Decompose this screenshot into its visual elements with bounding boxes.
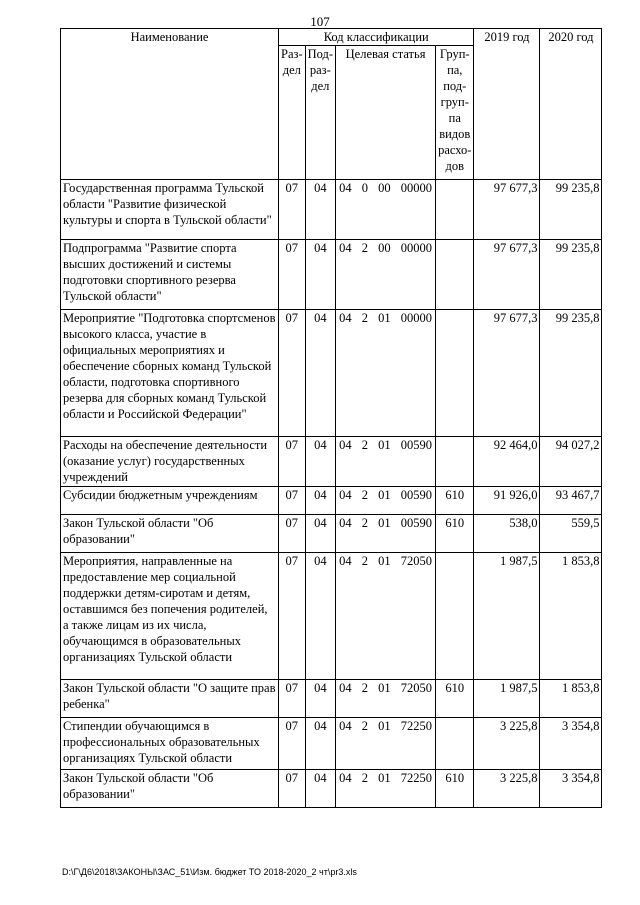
statya-part-s2: 2	[361, 241, 368, 255]
row-statya	[336, 515, 436, 553]
row-2019: 97 677,3	[474, 180, 540, 240]
statya-part-s2: 2	[361, 771, 368, 785]
header-razdel: Раз-дел	[279, 46, 306, 180]
row-vid: 610	[436, 487, 474, 515]
row-statya	[336, 437, 436, 487]
row-razdel: 07	[279, 718, 306, 770]
row-name: Расходы на обеспечение деятельности (оказание услуг) государственных учреждений	[61, 437, 279, 487]
row-razdel: 07	[279, 487, 306, 515]
row-name: Мероприятия, направленные на предоставление мер социальной поддержки детям-сиротам и детям, оставшимся без попечения родителей, а также лицам из их числа, обучающимся в образовательных организациях Тульской области	[61, 553, 279, 680]
page-number: 107	[310, 14, 330, 29]
statya-part-s4: 72050	[400, 554, 433, 568]
row-podrazdel: 04	[305, 680, 335, 718]
row-2019: 1 987,5	[474, 553, 540, 680]
row-vid	[436, 240, 474, 310]
statya-part-s1: 04	[339, 516, 352, 530]
statya-part-s1: 04	[339, 488, 352, 502]
row-razdel: 07	[279, 515, 306, 553]
table-row	[61, 437, 602, 487]
statya-part-s3: 00	[378, 241, 391, 255]
statya-parts	[338, 515, 433, 531]
row-vid: 610	[436, 680, 474, 718]
row-razdel: 07	[279, 680, 306, 718]
statya-parts	[338, 770, 433, 786]
row-podrazdel: 04	[305, 718, 335, 770]
row-podrazdel: 04	[305, 180, 335, 240]
row-vid	[436, 180, 474, 240]
header-year-2019: 2019 год	[474, 29, 540, 180]
statya-part-s2: 2	[361, 311, 368, 325]
statya-part-s1: 04	[339, 241, 352, 255]
statya-part-s3: 01	[378, 681, 391, 695]
row-razdel: 07	[279, 240, 306, 310]
statya-part-s3: 00	[378, 181, 391, 195]
row-2020: 3 354,8	[540, 718, 602, 770]
row-vid: 610	[436, 770, 474, 808]
row-2020: 99 235,8	[540, 240, 602, 310]
statya-part-s3: 01	[378, 488, 391, 502]
row-statya	[336, 240, 436, 310]
row-2020: 1 853,8	[540, 680, 602, 718]
statya-part-s2: 2	[361, 488, 368, 502]
statya-part-s1: 04	[339, 681, 352, 695]
row-name: Закон Тульской области "Об образовании"	[61, 515, 279, 553]
statya-part-s3: 01	[378, 311, 391, 325]
table-row	[61, 680, 602, 718]
statya-parts	[338, 437, 433, 453]
row-2019: 538,0	[474, 515, 540, 553]
row-podrazdel: 04	[305, 770, 335, 808]
row-2020: 3 354,8	[540, 770, 602, 808]
statya-part-s1: 04	[339, 181, 352, 195]
row-name: Мероприятие "Подготовка спортсменов высокого класса, участие в официальных мероприятиях и обеспечение сборных команд Тульской области, подготовка спортивного резерва для сборных команд Тульской области и Российской Федерации"	[61, 310, 279, 437]
header-name: Наименование	[61, 29, 279, 180]
table-row	[61, 553, 602, 680]
row-statya	[336, 718, 436, 770]
row-vid	[436, 553, 474, 680]
row-statya	[336, 310, 436, 437]
header-vid: Груп-па, под-груп-па видов расхо-дов	[436, 46, 474, 180]
budget-table	[60, 28, 602, 808]
table-row	[61, 180, 602, 240]
row-statya	[336, 487, 436, 515]
row-name: Государственная программа Тульской области "Развитие физической культуры и спорта в Тульской области"	[61, 180, 279, 240]
row-podrazdel: 04	[305, 487, 335, 515]
row-2019: 97 677,3	[474, 310, 540, 437]
statya-part-s1: 04	[339, 438, 352, 452]
statya-part-s2: 2	[361, 681, 368, 695]
statya-part-s3: 01	[378, 719, 391, 733]
row-razdel: 07	[279, 310, 306, 437]
table-row	[61, 487, 602, 515]
row-2020: 559,5	[540, 515, 602, 553]
statya-parts	[338, 180, 433, 196]
row-name: Подпрограмма "Развитие спорта высших достижений и системы подготовки спортивного резерва Тульской области"	[61, 240, 279, 310]
row-podrazdel: 04	[305, 553, 335, 680]
row-2019: 3 225,8	[474, 770, 540, 808]
statya-part-s1: 04	[339, 771, 352, 785]
statya-part-s4: 72050	[400, 681, 433, 695]
row-name: Закон Тульской области "Об образовании"	[61, 770, 279, 808]
row-2019: 1 987,5	[474, 680, 540, 718]
statya-parts	[338, 240, 433, 256]
statya-part-s2: 2	[361, 719, 368, 733]
row-vid	[436, 310, 474, 437]
row-vid: 610	[436, 515, 474, 553]
statya-part-s4: 00000	[400, 181, 433, 195]
header-podrazdel: Под-раз-дел	[305, 46, 335, 180]
row-vid	[436, 437, 474, 487]
statya-part-s1: 04	[339, 719, 352, 733]
statya-parts	[338, 680, 433, 696]
row-podrazdel: 04	[305, 310, 335, 437]
statya-part-s4: 72250	[400, 719, 433, 733]
statya-parts	[338, 310, 433, 326]
table-row	[61, 240, 602, 310]
row-2019: 91 926,0	[474, 487, 540, 515]
table-row	[61, 310, 602, 437]
row-statya	[336, 680, 436, 718]
row-statya	[336, 770, 436, 808]
statya-part-s2: 2	[361, 438, 368, 452]
file-path-footer: D:\Г\Д6\2018\ЗАКОНЫ\ЗАС_51\Изм. бюджет ТО 2018-2020_2 чт\pr3.xls	[62, 867, 357, 877]
table-row	[61, 770, 602, 808]
row-name: Стипендии обучающимся в профессиональных образовательных организациях Тульской области	[61, 718, 279, 770]
statya-part-s3: 01	[378, 438, 391, 452]
row-vid	[436, 718, 474, 770]
row-name: Закон Тульской области "О защите прав ребенка"	[61, 680, 279, 718]
statya-part-s4: 00000	[400, 241, 433, 255]
header-code: Код классификации	[279, 29, 474, 46]
row-podrazdel: 04	[305, 515, 335, 553]
row-2020: 93 467,7	[540, 487, 602, 515]
table-row	[61, 718, 602, 770]
row-2019: 3 225,8	[474, 718, 540, 770]
row-name: Субсидии бюджетным учреждениям	[61, 487, 279, 515]
row-2020: 99 235,8	[540, 180, 602, 240]
row-statya	[336, 180, 436, 240]
statya-part-s4: 00590	[400, 488, 433, 502]
statya-part-s4: 72250	[400, 771, 433, 785]
statya-part-s1: 04	[339, 311, 352, 325]
statya-part-s2: 0	[361, 181, 368, 195]
statya-part-s4: 00590	[400, 516, 433, 530]
row-razdel: 07	[279, 553, 306, 680]
statya-part-s2: 2	[361, 554, 368, 568]
statya-parts	[338, 718, 433, 734]
row-razdel: 07	[279, 770, 306, 808]
statya-parts	[338, 553, 433, 569]
row-2019: 92 464,0	[474, 437, 540, 487]
statya-part-s3: 01	[378, 554, 391, 568]
statya-part-s1: 04	[339, 554, 352, 568]
row-2020: 99 235,8	[540, 310, 602, 437]
header-row-top	[61, 29, 602, 46]
row-2020: 94 027,2	[540, 437, 602, 487]
table-row	[61, 515, 602, 553]
row-podrazdel: 04	[305, 437, 335, 487]
statya-part-s4: 00590	[400, 438, 433, 452]
statya-part-s3: 01	[378, 516, 391, 530]
row-razdel: 07	[279, 180, 306, 240]
row-2019: 97 677,3	[474, 240, 540, 310]
table-body	[61, 180, 602, 808]
header-statya: Целевая статья	[336, 46, 436, 180]
statya-part-s4: 00000	[400, 311, 433, 325]
row-podrazdel: 04	[305, 240, 335, 310]
row-razdel: 07	[279, 437, 306, 487]
row-statya	[336, 553, 436, 680]
row-2020: 1 853,8	[540, 553, 602, 680]
statya-part-s2: 2	[361, 516, 368, 530]
statya-part-s3: 01	[378, 771, 391, 785]
header-year-2020: 2020 год	[540, 29, 602, 180]
statya-parts	[338, 487, 433, 503]
